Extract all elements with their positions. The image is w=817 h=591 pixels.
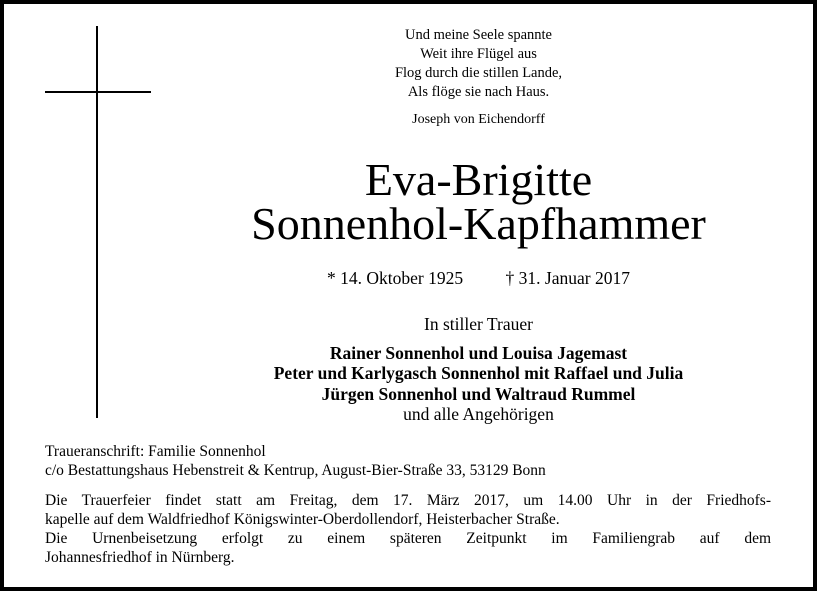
ceremony-info [45,491,771,567]
poem-line: Flog durch die stillen Lande, [394,65,563,81]
ceremony-line: Die Trauerfeier findet statt am Freitag, dem 17. März 2017, um 14.00 Uhr in der Friedhofs- [45,492,771,509]
deceased-name [180,154,777,249]
mourners-block [180,314,777,425]
cross-icon-beam [45,91,151,93]
cross-icon [96,26,98,418]
ceremony-line: Die Urnenbeisetzung erfolgt zu einem späteren Zeitpunkt im Familiengrab auf dem [45,530,771,547]
death-date: † 31. Januar 2017 [505,268,630,288]
poem-line: Als flöge sie nach Haus. [407,84,550,100]
deceased-name-line1: Eva-Brigitte [364,154,593,205]
ceremony-line: kapelle auf dem Waldfriedhof Königswinter-Oberdollendorf, Heisterbacher Straße. [45,511,560,528]
mourner-line: Rainer Sonnenhol und Louisa Jagemast [329,342,628,363]
address-line: Traueranschrift: Familie Sonnenhol [45,443,266,460]
deceased-name-line2: Sonnenhol-Kapfhammer [251,198,706,249]
mourning-address [45,442,546,480]
life-dates [180,268,777,289]
poem [180,26,777,102]
poem-line: Und meine Seele spannte [405,27,552,43]
birth-date: * 14. Oktober 1925 [327,268,464,288]
mourner-line: Jürgen Sonnenhol und Waltraud Rummel [321,383,636,404]
mourners-closing: und alle Angehörigen [403,404,554,424]
mourners-intro: In stiller Trauer [424,314,533,334]
ceremony-line: Johannesfriedhof in Nürnberg. [45,549,235,566]
poem-author: Joseph von Eichendorff [412,112,545,127]
mourner-line: Peter und Karlygasch Sonnenhol mit Raffael und Julia [273,363,684,383]
address-line: c/o Bestattungshaus Hebenstreit & Kentrup, August-Bier-Straße 33, 53129 Bonn [45,462,546,479]
poem-line: Weit ihre Flügel aus [420,46,537,62]
